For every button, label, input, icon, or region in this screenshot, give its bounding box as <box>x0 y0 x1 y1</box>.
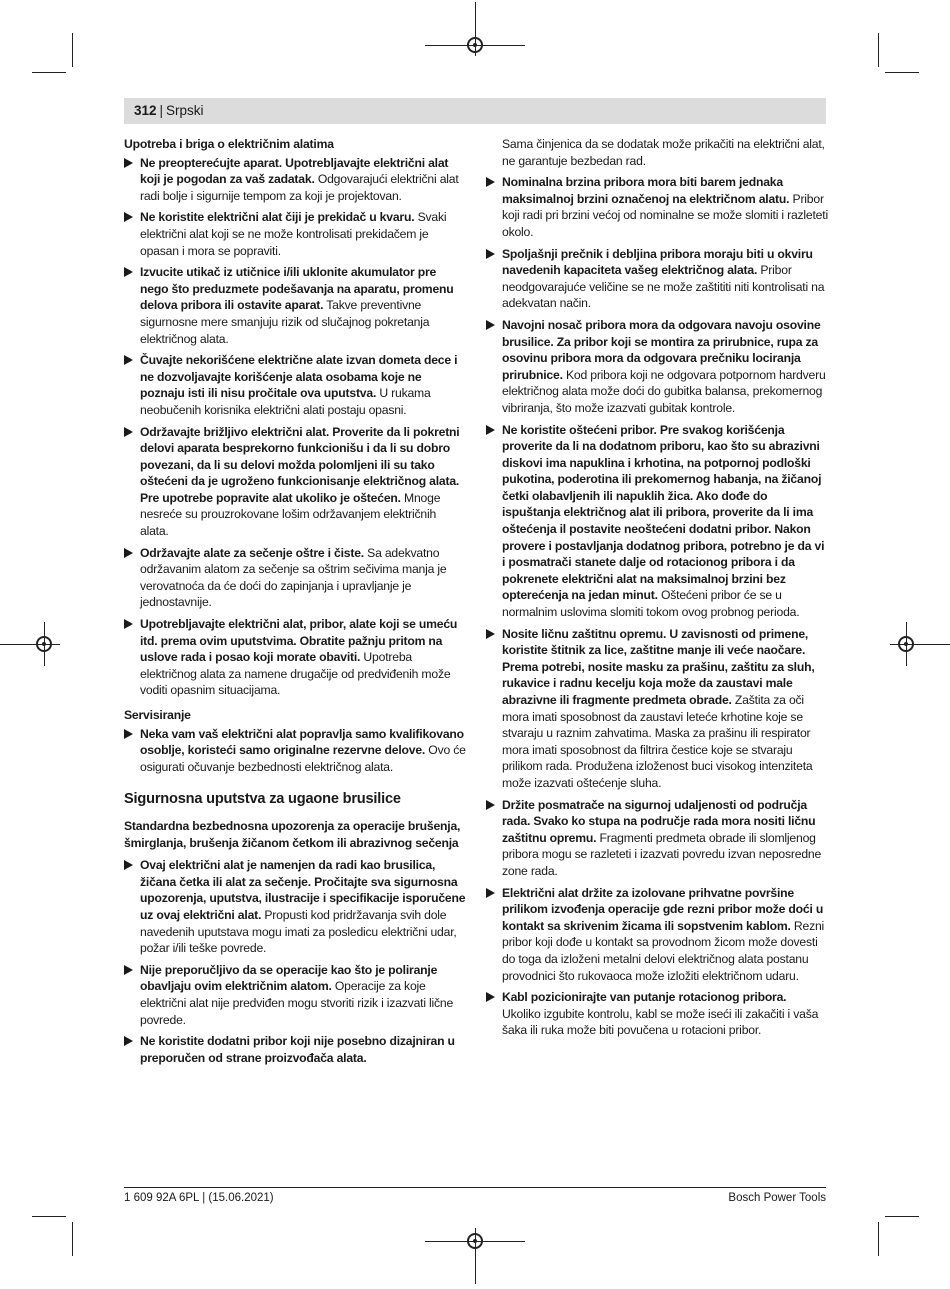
subsection-heading-standard-warnings: Standardna bezbednosna upozorenja za operacije brušenja, šmirglanja, brušenja žičanom četkom ili abrazivnog sečenja <box>124 818 461 850</box>
list-item: Izvucite utikač iz utičnice i/ili uklonite akumulator pre nego što preduzmete podešavanja na aparatu, promenu delova pribora ili ostavite aparat. Takve preventivne sigurnosne mere smanjuju rizik od slučajnog pokretanja električnog alata. <box>124 264 466 347</box>
bullet-triangle-icon <box>486 629 495 639</box>
list-item: Održavajte brižljivo električni alat. Proverite da li pokretni delovi aparata besprekorno funkcionišu i da li su dobro povezani, da li su delovi možda polomljeni ili su tako oštećeni da je ugroženo funkcionisanje električnog alata. Pre upotrebe popravite alat ukoliko je oštećen. Mnoge nesreće su prouzrokovane lošim održavanjem električnih alata. <box>124 424 466 540</box>
bullet-triangle-icon <box>124 965 133 975</box>
bullet-triangle-icon <box>124 427 133 437</box>
footer-doc-code: 1 609 92A 6PL | (15.06.2021) <box>124 1192 274 1204</box>
crop-mark <box>878 33 879 67</box>
right-column <box>486 136 828 1044</box>
list-item: Nosite ličnu zaštitnu opremu. U zavisnosti od primene, koristite štitnik za lice, zaštitne manje ili veće naočare. Prema potrebi, nosite masku za prašinu, zaštitu za sluh, rukavice i radnu kecelju koja može da zaustavi male abrazivne ili fragmente predmeta obrade. Zaštita za oči mora imati sposobnost da zaustavi leteće krhotine koje se stvaraju u raznim zahvatima. Maska za prašinu ili respirator mora imati sposobnost da filtrira čestice koje se stvaraju prilikom rada. Produžena izloženost buci visokog intenziteta može izazvati oštećenje sluha. <box>486 626 828 792</box>
bullet-triangle-icon <box>124 619 133 629</box>
list-item: Ne preopterećujte aparat. Upotrebljavajte električni alat koji je pogodan za vaš zadatak. Odgovarajući električni alat radi bolje i sigurnije tempom za koji je projektovan. <box>124 155 466 205</box>
list-item: Čuvajte nekorišćene električne alate izvan dometa dece i ne dozvoljavajte korišćenje alata osobama koje ne poznaju isti ili nisu pročitale ova uputstva. U rukama neobučenih korisnika električni alati postaju opasni. <box>124 352 466 418</box>
section-heading-use-care: Upotreba i briga o električnim alatima <box>124 137 334 151</box>
list-item: Ne koristite električni alat čiji je prekidač u kvaru. Svaki električni alat koji se ne može kontrolisati prekidačem je opasan i mora se popraviti. <box>124 209 466 259</box>
list-item: Navojni nosač pribora mora da odgovara navoju osovine brusilice. Za pribor koji se montira za prirubnice, rupa za osovinu pribora mora da odgovara prečniku lociranja prirubnice. Kod pribora koji ne odgovara potpornom hardveru električnog alata može doći do gubitka balansa, prekomernog vibriranja, što može izazvati gubitak kontrole. <box>486 317 828 417</box>
bullet-triangle-icon <box>124 860 133 870</box>
crop-mark <box>72 33 73 67</box>
header-separator: | <box>159 103 164 118</box>
list-item: Održavajte alate za sečenje oštre i čiste. Sa adekvatno održavanim alatom za sečenje sa oštrim sečivima manja je verovatnoća da će doći do zapinjanja i upravljanje je jednostavnije. <box>124 545 466 611</box>
bullet-triangle-icon <box>486 177 495 187</box>
bullet-triangle-icon <box>486 425 495 435</box>
page-header <box>124 98 826 124</box>
crop-mark <box>885 1216 919 1217</box>
section-heading-grinder-safety: Sigurnosna uputstva za ugaone brusilice <box>124 791 401 808</box>
bullet-triangle-icon <box>486 320 495 330</box>
registration-mark-icon <box>467 1233 483 1249</box>
list-item: Ne koristite dodatni pribor koji nije posebno dizajniran u preporučen od strane proizvođača alata. <box>124 1033 466 1066</box>
continuation-paragraph: Sama činjenica da se dodatak može prikačiti na električni alat, ne garantuje bezbedan rad. <box>502 137 825 168</box>
crop-mark <box>878 1222 879 1256</box>
bullet-triangle-icon <box>124 267 133 277</box>
list-item: Držite posmatrače na sigurnoj udaljenosti od područja rada. Svako ko stupa na područje rada mora nositi ličnu zaštitnu opremu. Fragmenti predmeta obrade ili slomljenog pribora mogu se razleteti i izazvati povredu izvan neposredne zone rada. <box>486 797 828 880</box>
section-heading-service: Servisiranje <box>124 708 191 722</box>
page-number: 312 <box>134 103 157 118</box>
left-column <box>124 136 466 1071</box>
bullet-triangle-icon <box>486 800 495 810</box>
bullet-triangle-icon <box>124 729 133 739</box>
list-item: Upotrebljavajte električni alat, pribor, alate koji se umeću itd. prema ovim uputstvima. Obratite pažnju pritom na uslove rada i posao koji morate obaviti. Upotreba električnog alata za namene drugačije od predviđenih može voditi opasnim situacijama. <box>124 616 466 699</box>
bullet-triangle-icon <box>124 548 133 558</box>
bullet-triangle-icon <box>124 355 133 365</box>
bullet-triangle-icon <box>124 212 133 222</box>
header-language: Srpski <box>166 103 204 118</box>
list-item: Spoljašnji prečnik i debljina pribora moraju biti u okviru navedenih kapaciteta vašeg električnog alata. Pribor neodgovarajuće veličine se ne može zaštititi niti kontrolisati na adekvatan način. <box>486 246 828 312</box>
bullet-triangle-icon <box>486 249 495 259</box>
crop-mark <box>72 1222 73 1256</box>
list-item: Nominalna brzina pribora mora biti barem jednaka maksimalnoj brzini označenoj na električnom alatu. Pribor koji radi pri brzini većoj od nominalne se može slomiti i razleteti okolo. <box>486 174 828 240</box>
crop-mark <box>885 72 919 73</box>
list-item: Električni alat držite za izolovane prihvatne površine prilikom izvođenja operacije gde rezni pribor može doći u kontakt sa skrivenim žicama ili sopstvenim kablom. Rezni pribor koji dođe u kontakt sa provodnom žicom može dovesti do toga da izloženi metalni delovi električnog alata postanu provodnici što rukovaoca može izložiti električnom udaru. <box>486 885 828 985</box>
registration-mark-icon <box>36 636 52 652</box>
registration-mark-icon <box>467 37 483 53</box>
list-item: Ne koristite oštećeni pribor. Pre svakog korišćenja proverite da li na dodatnom priboru, kao što su abrazivni diskovi ima napuklina i krhotina, na potpornoj podloški pukotina, poderotina ili prekomernog habanja, na žičanoj četki olabavljenih ili napuklih žica. Ako dođe do ispuštanja električnog alat ili pribora, proverite da li ima oštećenja il postavite neoštećeni dodatni pribor. Nakon provere i postavljanja dodatnog pribora, potrebno je da vi i posmatrači stanete dalje od rotacionog pribora i da pokrenete električni alat na maksimalnoj brzini bez opterećenja na jedan minut. Oštećeni pribor će se u normalnim uslovima slomiti tokom ovog probnog perioda. <box>486 422 828 621</box>
list-item: Neka vam vaš električni alat popravlja samo kvalifikovano osoblje, koristeći samo originalne rezervne delove. Ovo će osigurati očuvanje bezbednosti električnog alata. <box>124 726 466 776</box>
footer-divider <box>124 1187 826 1188</box>
list-item: Nije preporučljivo da se operacije kao što je poliranje obavljaju ovim električnim alatom. Operacije za koje električni alat nije predviđen mogu stvoriti rizik i izazvati lične povrede. <box>124 962 466 1028</box>
list-item: Ovaj električni alat je namenjen da radi kao brusilica, žičana četka ili alat za sečenje. Pročitajte sva sigurnosna upozorenja, uputstva, ilustracije i specifikacije isporučene uz ovaj električni alat. Propusti kod pridržavanja svih dole navedenih uputstava mogu imati za posledicu električni udar, požar i/ili teške povrede. <box>124 857 466 957</box>
crop-mark <box>32 1216 66 1217</box>
footer-brand: Bosch Power Tools <box>728 1192 826 1204</box>
registration-mark-icon <box>898 636 914 652</box>
bullet-triangle-icon <box>486 992 495 1002</box>
crop-mark <box>32 72 66 73</box>
bullet-triangle-icon <box>124 158 133 168</box>
list-item: Kabl pozicionirajte van putanje rotacionog pribora. Ukoliko izgubite kontrolu, kabl se može iseći ili zakačiti i vaša šaka ili ruka može biti povučena u rotacioni pribor. <box>486 989 828 1039</box>
bullet-triangle-icon <box>486 888 495 898</box>
bullet-triangle-icon <box>124 1036 133 1046</box>
